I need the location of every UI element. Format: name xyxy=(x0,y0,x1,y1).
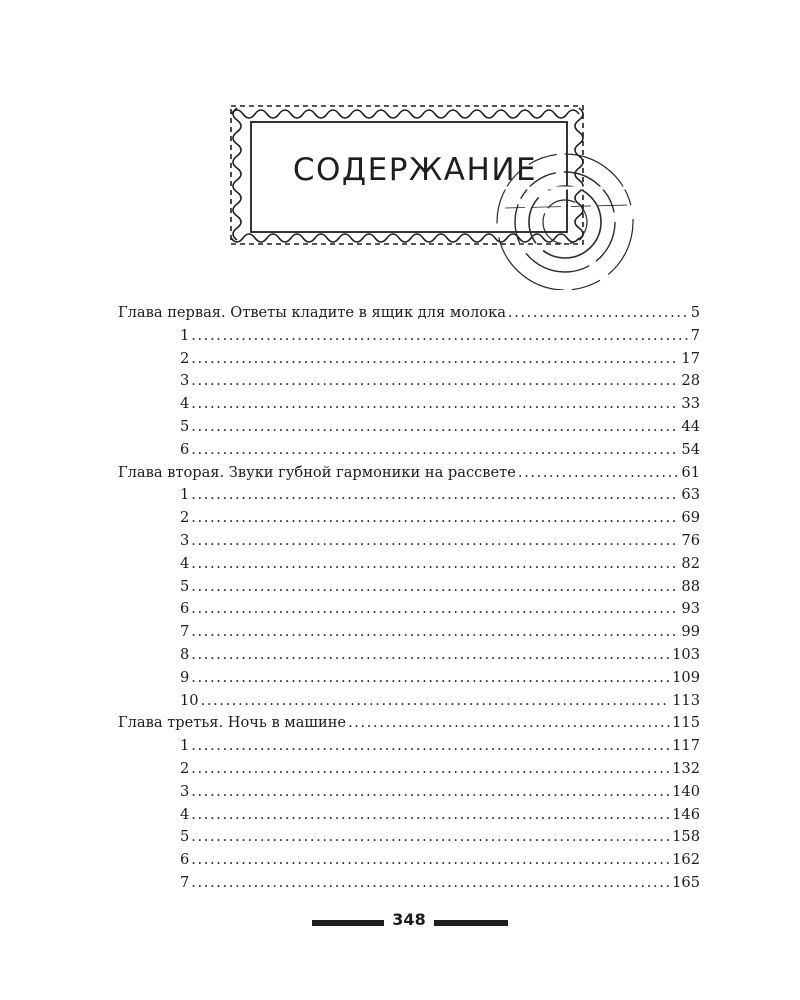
toc-dot-leader xyxy=(191,735,670,758)
toc-entry-label: Глава вторая. Звуки губной гармоники на рассвете xyxy=(118,463,516,481)
toc-entry-label: 3 xyxy=(180,531,190,549)
toc-section-row xyxy=(118,439,700,462)
toc-page-number: 99 xyxy=(681,623,700,641)
toc-section-row xyxy=(118,667,700,690)
toc-entry-label: 3 xyxy=(180,782,190,800)
footer-ornament-right xyxy=(434,920,508,926)
toc-entry-label: 9 xyxy=(180,668,190,686)
toc-dot-leader xyxy=(191,370,679,393)
toc-chapter-row xyxy=(118,712,700,735)
toc-dot-leader xyxy=(191,758,670,781)
toc-dot-leader xyxy=(191,781,670,804)
toc-dot-leader xyxy=(191,553,679,576)
toc-section-row xyxy=(118,781,700,804)
toc-page-number: 165 xyxy=(672,873,700,891)
toc-section-row xyxy=(118,872,700,895)
toc-section-row xyxy=(118,826,700,849)
toc-page-number: 103 xyxy=(672,645,700,663)
footer-ornament-left xyxy=(312,920,384,926)
toc-entry-label: 6 xyxy=(180,851,190,869)
toc-dot-leader xyxy=(191,644,670,667)
toc-entry-label: 8 xyxy=(180,645,190,663)
toc-dot-leader xyxy=(191,804,670,827)
toc-dot-leader xyxy=(191,348,679,371)
toc-page-number: 113 xyxy=(672,691,700,709)
toc-section-row xyxy=(118,553,700,576)
toc-dot-leader xyxy=(191,416,679,439)
title-stamp xyxy=(225,100,645,290)
toc-page-number: 146 xyxy=(672,805,700,823)
toc-entry-label: 6 xyxy=(180,600,190,618)
toc-entry-label: 5 xyxy=(180,417,190,435)
toc-section-row xyxy=(118,758,700,781)
toc-page-number: 44 xyxy=(681,417,700,435)
toc-page-number: 61 xyxy=(681,463,700,481)
toc-entry-label: 2 xyxy=(180,509,190,527)
toc-page-number: 5 xyxy=(690,304,700,321)
toc-entry-label: 2 xyxy=(180,759,190,777)
toc-page-number: 7 xyxy=(690,326,700,344)
toc-dot-leader xyxy=(191,530,679,553)
postmark-circle-icon xyxy=(225,100,645,290)
toc-page-number: 63 xyxy=(681,486,700,504)
toc-entry-label: 4 xyxy=(180,805,190,823)
toc-entry-label: 7 xyxy=(180,623,190,641)
toc-section-row xyxy=(118,690,700,713)
toc-section-row xyxy=(118,804,700,827)
toc-entry-label: 1 xyxy=(180,737,190,755)
toc-page-number: 82 xyxy=(681,554,700,572)
toc-dot-leader xyxy=(191,598,679,621)
toc-entry-label: 4 xyxy=(180,395,190,413)
toc-page-number: 33 xyxy=(681,395,700,413)
toc-section-row xyxy=(118,735,700,758)
toc-section-row xyxy=(118,644,700,667)
toc-dot-leader xyxy=(191,667,670,690)
toc-dot-leader xyxy=(191,439,679,462)
toc-page-number: 93 xyxy=(681,600,700,618)
toc-dot-leader xyxy=(191,872,670,895)
toc-entry-label: Глава третья. Ночь в машине xyxy=(118,714,347,732)
toc-page-number: 17 xyxy=(681,349,700,367)
toc-entry-label: 4 xyxy=(180,554,190,572)
toc-dot-leader xyxy=(191,826,670,849)
toc-page-number: 132 xyxy=(672,759,700,777)
toc-entry-label: Глава первая. Ответы кладите в ящик для молока xyxy=(118,304,506,321)
toc-page-number: 117 xyxy=(672,737,700,755)
toc-section-row xyxy=(118,576,700,599)
toc-chapter-row xyxy=(118,302,700,325)
toc-entry-label: 1 xyxy=(180,326,190,344)
toc-page-number: 28 xyxy=(681,372,700,390)
toc-dot-leader xyxy=(191,325,688,348)
toc-page-number: 88 xyxy=(681,577,700,595)
toc-entry-label: 2 xyxy=(180,349,190,367)
toc-chapter-row xyxy=(118,462,700,485)
page-number: 348 xyxy=(392,910,426,929)
toc-section-row xyxy=(118,530,700,553)
page-footer xyxy=(0,910,800,934)
toc-dot-leader xyxy=(191,621,679,644)
toc-section-row xyxy=(118,507,700,530)
toc-dot-leader xyxy=(191,393,679,416)
toc-entry-label: 3 xyxy=(180,372,190,390)
toc-page-number: 162 xyxy=(672,851,700,869)
toc-dot-leader xyxy=(191,507,679,530)
toc-page-number: 69 xyxy=(681,509,700,527)
toc-page-number: 76 xyxy=(681,531,700,549)
toc-page-number: 158 xyxy=(672,828,700,846)
toc-entry-label: 10 xyxy=(180,691,199,709)
toc-entry-label: 5 xyxy=(180,577,190,595)
toc-dot-leader xyxy=(191,576,679,599)
toc-dot-leader xyxy=(518,462,680,485)
toc-dot-leader xyxy=(508,302,689,325)
toc-section-row xyxy=(118,598,700,621)
toc-dot-leader xyxy=(191,484,679,507)
toc-section-row xyxy=(118,393,700,416)
toc-section-row xyxy=(118,484,700,507)
toc-page-number: 54 xyxy=(681,440,700,458)
toc-section-row xyxy=(118,348,700,371)
toc-entry-label: 7 xyxy=(180,873,190,891)
page-title: СОДЕРЖАНИЕ xyxy=(292,152,538,188)
toc-section-row xyxy=(118,416,700,439)
table-of-contents xyxy=(118,302,700,895)
toc-entry-label: 5 xyxy=(180,828,190,846)
toc-entry-label: 1 xyxy=(180,486,190,504)
toc-page-number: 109 xyxy=(672,668,700,686)
toc-section-row xyxy=(118,370,700,393)
toc-page-number: 115 xyxy=(672,714,700,732)
toc-section-row xyxy=(118,621,700,644)
toc-dot-leader xyxy=(191,849,670,872)
toc-dot-leader xyxy=(201,690,671,713)
toc-page-number: 140 xyxy=(672,782,700,800)
toc-section-row xyxy=(118,849,700,872)
toc-dot-leader xyxy=(348,712,670,735)
toc-section-row xyxy=(118,325,700,348)
toc-entry-label: 6 xyxy=(180,440,190,458)
